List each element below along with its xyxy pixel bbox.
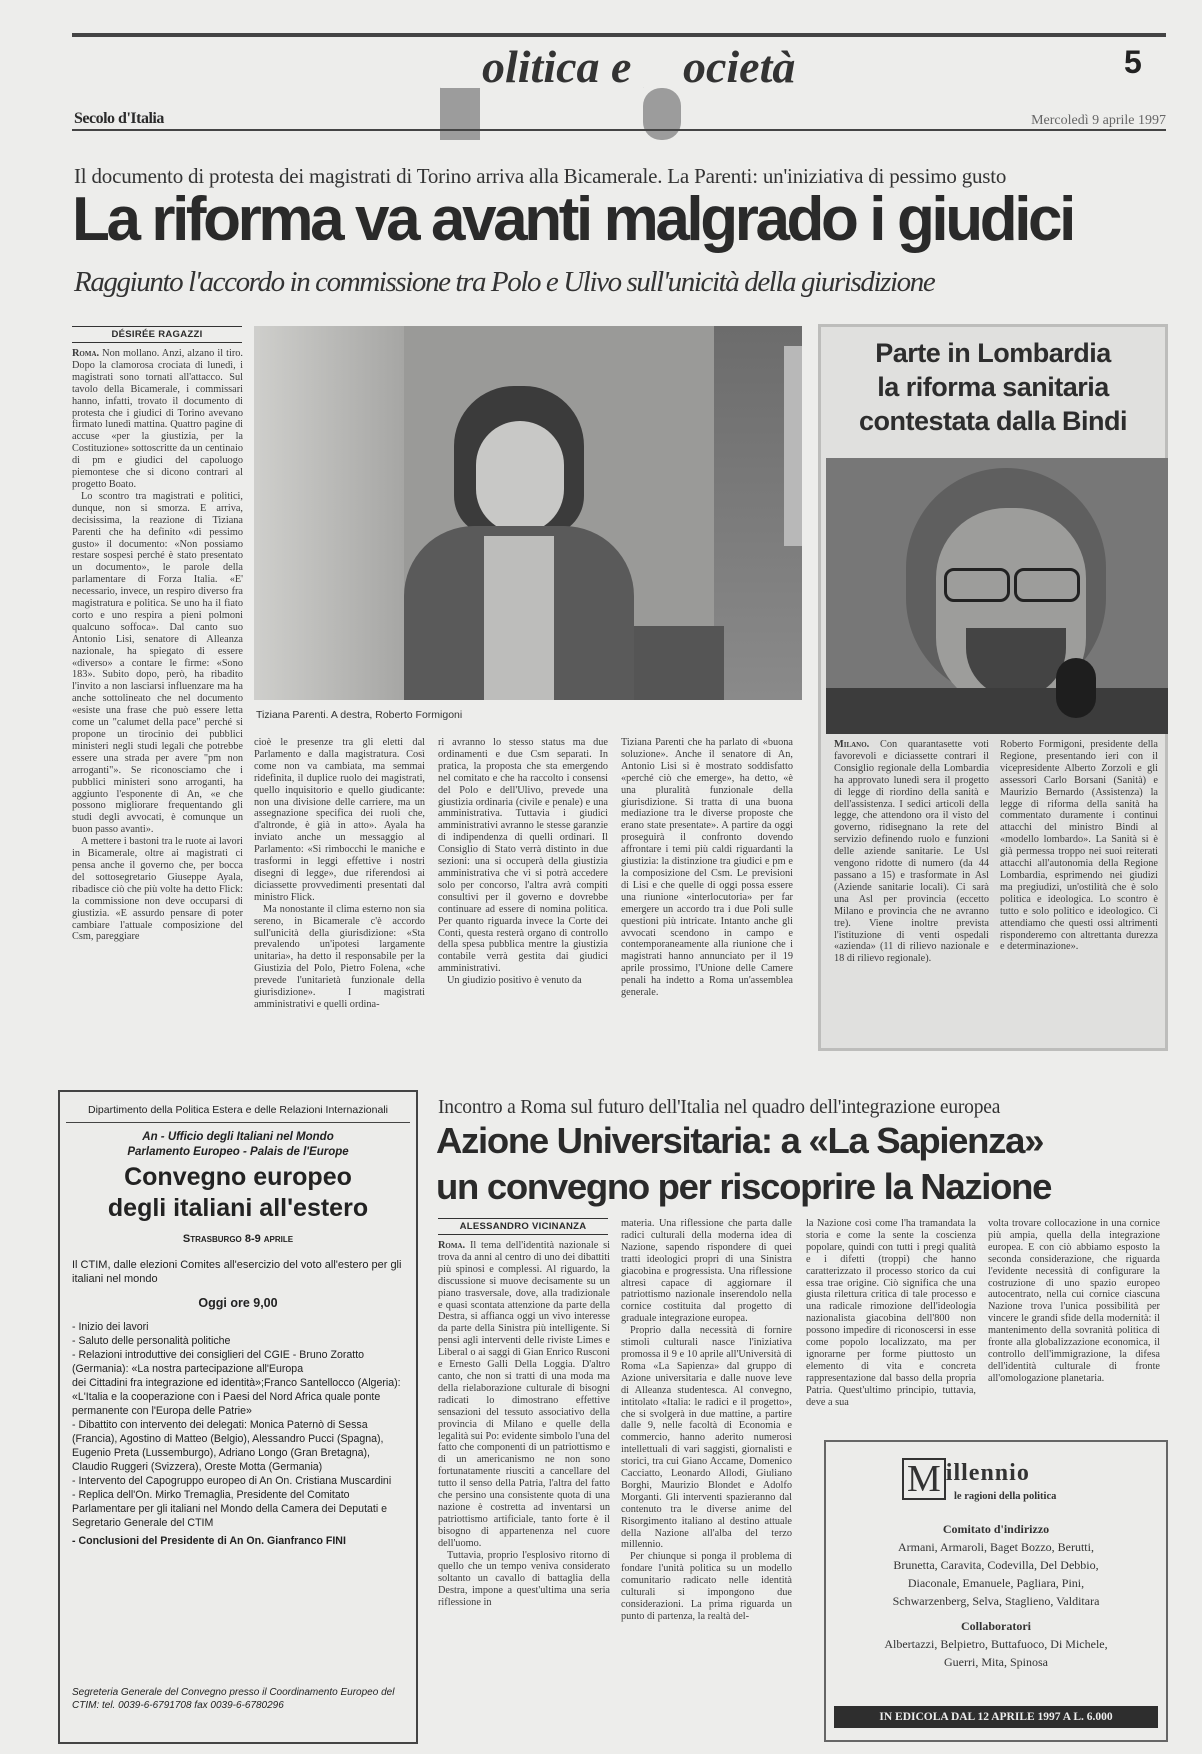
top-rule (72, 33, 1166, 37)
section-initial-p: P (440, 88, 480, 140)
paragraph (438, 1550, 610, 1610)
lead-col-4 (621, 737, 793, 1049)
ad-title (66, 1162, 410, 1224)
dateline: Milano. (834, 739, 870, 750)
program-item: - Dibattito con intervento dei delegati: Monica Paternò di Sessa (Francia), Agostino di Matteo (Belgio), Alessandro Pucci (Spagna), Eugenio Preta (Lussemburgo), Adriano Longo (Gran Bretagna), Claudio Ruggeri (Svizzera), Oreste Motta (Germania) (72, 1419, 384, 1473)
lead-byline: DÉSIRÉE RAGAZZI (72, 326, 242, 343)
page-number: 5 (1124, 44, 1142, 80)
paragraph (254, 737, 425, 904)
millennio-logo-text: illennio (945, 1460, 1030, 1486)
paragraph (988, 1218, 1160, 1385)
sidebar-headline-line-2: la riforma sanitaria (877, 372, 1109, 402)
paragraph (72, 491, 243, 836)
paragraph (806, 1218, 976, 1409)
paragraph (72, 836, 243, 943)
section-initial-s: S (643, 88, 681, 140)
collaborators-title: Collaboratori (961, 1619, 1031, 1633)
program-item: - Conclusioni del Presidente di An On. Gianfranco FINI (72, 1535, 346, 1547)
second-byline: ALESSANDRO VICINANZA (438, 1218, 608, 1235)
photo-caption: Tiziana Parenti. A destra, Roberto Formigoni (256, 709, 463, 721)
paragraph-text: Tiziana Parenti che ha parlato di «buona soluzione». Anche il senatore di An, Antonio Lisi si è mostrato soddisfatto «perché ciò che emerge», ha detto, «è una pluralità funzionale della giurisdizione. Si tratta di una buona mediazione tra le diverse proposte che erano state presentate». A partire da oggi proseguirà il confronto dovendo affrontare i temi più caldi riguardanti la giustizia: la distinzione tra giudici e pm e la composizione del Csm. Le previsioni di Lisi e che quelle di oggi possa essere una riunione «interlocutoria» per far emergere un accordo tra i due Poli sulle questioni più intricate. Intanto anche gli avvocati scendono in campo e contemporaneamente alla riunione che i magistrati hanno annunciato per il 19 aprile prossimo, l'Unione delle Camere penali ha indetto a Roma un'assemblea generale. (621, 737, 793, 999)
committee-line-4: Schwarzenberg, Selva, Staglieno, Valditara (892, 1594, 1100, 1608)
paragraph (621, 1325, 792, 1551)
millennio-tagline: le ragioni della politica (954, 1491, 1057, 1502)
paragraph (438, 975, 608, 987)
dateline: Roma. (438, 1240, 466, 1251)
sidebar-col-1 (834, 739, 989, 1039)
section-title (440, 40, 800, 108)
sidebar-headline (826, 336, 1160, 438)
paragraph (254, 904, 425, 1011)
formigoni-photo (826, 458, 1168, 734)
paragraph (1000, 739, 1158, 953)
ad-place-date: Strasburgo 8-9 aprile (182, 1233, 294, 1245)
dateline: Roma. (72, 348, 100, 359)
paragraph (438, 737, 608, 975)
lead-col-1 (72, 348, 243, 1048)
second-col-2 (621, 1218, 792, 1738)
millennio-logo-m: M (902, 1458, 946, 1500)
program-item: - Saluto delle personalità politiche (72, 1335, 231, 1347)
millennio-committee (834, 1520, 1158, 1610)
paragraph (834, 739, 989, 965)
program-item: - Intervento del Capogruppo europeo di An On. Cristiana Muscardini (72, 1475, 392, 1487)
sidebar-col-2 (1000, 739, 1158, 1039)
ad-org-line-2: Parlamento Europeo - Palais de l'Europe (127, 1146, 349, 1158)
committee-line-3: Diaconale, Emanuele, Pagliara, Pini, (907, 1576, 1085, 1590)
ad-org-line-1: An - Ufficio degli Italiani nel Mondo (142, 1131, 334, 1143)
paragraph (621, 1218, 792, 1325)
second-col-1 (438, 1240, 610, 1738)
program-item: - Replica dell'On. Mirko Tremaglia, Presidente del Comitato Parlamentare per gli italiani nel Mondo della Camera dei Deputati e Segretario Generale del CTIM (72, 1489, 388, 1529)
second-kicker: Incontro a Roma sul futuro dell'Italia nel quadro dell'integrazione europea (438, 1097, 1001, 1118)
paragraph-text: A mettere i bastoni tra le ruote ai lavori in Bicamerale, oltre ai magistrati ci pensa anche il governo che, per bocca del sottosegretario Giuseppe Ayala, ribadisce ciò che più volte ha detto Flick: la commissione non deve occuparsi di giustizia. «E assurdo pensare di poter cambiare l'attuale composizione del Csm, pareggiare (72, 836, 243, 943)
paragraph (621, 737, 793, 999)
lead-col-3 (438, 737, 608, 1049)
paragraph-text: materia. Una riflessione che parta dalle radici culturali della moderna idea di Nazione, sapendo rispondere di quei tratti ideologici propri di una Sinistra giacobina e progressista. Una riflessione altresì capace di aggiornare il patriottismo nazionale inserendolo nella cornice costituita dal progetto di graduale integrazione europea. (621, 1218, 792, 1325)
paragraph-text: la Nazione così come l'ha tramandata la storia e come la sente la coscienza popolare, quindi con tutti i pregi qualità e i difetti (troppi) che hanno caratterizzato il processo storico da cui essa trae origine. Ciò significa che una giusta rilettura critica di tale processo e una radicale rimozione dell'ideologia nazionalista giacobina dell'800 non possono impedire di riconoscersi in esse come popolo localizzato, ma per ignorarne per forme piuttosto un elemento di vita e concreta rappresentazione dal basso della propria Patria. Quest'ultimo principio, tuttavia, deve a sua (806, 1218, 976, 1408)
newspaper-name: Secolo d'Italia (74, 110, 164, 127)
sidebar-headline-line-1: Parte in Lombardia (875, 338, 1111, 368)
ad-time: Oggi ore 9,00 (198, 1296, 278, 1310)
millennio-banner: IN EDICOLA DAL 12 APRILE 1997 A L. 6.000 (834, 1706, 1158, 1728)
paragraph-text: Proprio dalla necessità di fornire stimoli culturali nasce l'iniziativa promossa il 9 e 10 aprile all'Università di Roma «La Sapienza» dal gruppo di Azione universitaria e dalle nuove leve di Alleanza studentesca. Al convegno, intitolato «Italia: le radici e il progetto», che si svolgerà in due mattine, a partire dalle 9, nelle facoltà di Economia e commercio, hanno aderito numerosi intellettuali di vari saggisti, giornalisti e storici, tra cui Giano Accame, Domenico Cacciatto, Leonardo Allodi, Giuliano Borghi, Maurizio Blondet e Adolfo Morganti. Gli interventi spazieranno dal contenuto tra le diverse anime del Risorgimento italiano al destino attuale della Nazione all'alba del terzo millennio. (621, 1325, 792, 1551)
section-text-2: ocietà (682, 41, 796, 92)
paragraph-text: Il tema dell'identità nazionale si trova da anni al centro di uno dei dibattiti più spinosi e complessi. Al riguardo, la discussione si muove decisamente su un piano trasversale, dove, alla tradizionale e quasi scontata attenzione da parte della Destra, si affianca oggi un vivo interesse da parte della Sinistra più intelligente. Si pensi agli interventi delle riviste Limes e Liberal o ai saggi di Gian Enrico Rusconi e Ernesto Galli Della Loggia. D'altro canto, che non si tratti di una moda ma della rielaborazione culturale di bisogni radicati lo dimostrano effettive sensazioni del tessuto associativo della provincia di Milano e quelle della legalità sui Po: evidente simbolo l'una del fatto che componenti di un patriottismo e di un americanismo ne non sono fortunatamente riusciti a cancellare del tutto il senso della Patria, l'altra del fatto che persino una consistente quota di una nazione è costretta ad inventarsi un patriottismo artificiale, tanto forte è il bisogno di appartenenza nel cuore dell'uomo. (438, 1240, 610, 1549)
paragraph-text: Per chiunque si ponga il problema di fondare l'unità politica su un modello comunitario radicato nelle identità culturali si impongono due considerazioni. La prima riguarda un punto di partenza, la realtà del- (621, 1551, 792, 1622)
ad-intro: Il CTIM, dalle elezioni Comites all'esercizio del voto all'estero per gli italiani nel mondo (72, 1259, 402, 1285)
second-col-4 (988, 1218, 1160, 1414)
paragraph-text: Lo scontro tra magistrati e politici, dunque, non si smorza. E arriva, decisissima, la reazione di Tiziana Parenti che ha definito «di pessimo gusto» il documento: «Non possiamo restare sospesi perché è stato presentato un documento», le parole della parlamentare di Forza Italia. «E' necessario, invece, un respiro diverso fra magistratura e politica. Se uno ha il fiato corto e uno respira a pieni polmoni qualcuno soffoca». Dal canto suo Antonio Lisi, senatore di Alleanza nazionale, ha spiegato di essere «diverso» a contare le firme: «Sono 183». Subito dopo, però, ha ribadito l'invito a non lasciarsi influenzare ma ha anche sottolineato che nel documento «esiste una frase che può essere letta come un "calumet della pace" perché si propone un tirocinio dei pubblici ministeri negli studi legali che potrebbe essere una strada per avere "pm non arroganti"». Se riconosciamo che i pubblici ministeri sono arroganti, ha aggiunto l'esponente di An, «e che possono migliorare frequentando gli studi degli avvocati, è comunque un buon passo avanti». (72, 490, 243, 836)
lead-headline: La riforma va avanti malgrado i giudici (72, 185, 1073, 254)
parenti-photo (254, 326, 802, 700)
lead-subheadline: Raggiunto l'accordo in commissione tra Polo e Ulivo sull'unicità della giurisdizione (74, 266, 935, 298)
committee-title: Comitato d'indirizzo (942, 1522, 1050, 1536)
masthead-rule (72, 129, 1166, 131)
paragraph-text: Roberto Formigoni, presidente della Regione, presentando ieri con il vicepresidente Alberto Zorzoli e gli assessori Carlo Borsani (Sanità) e Maurizio Bernardo (Assistenza) la legge di riforma della sanità ha commentato duramente i continui attacchi del ministro Bindi al «modello lombardo». La Sanità si è già permessa troppo nei suoi reiterati attacchi all'autonomia della Regione Lombardia, esprimendo nei giudizi ma pregiudizi, un'ostilità che è solo politica e ideologica. Lo scontro è tutto e solo politico e ideologico. Ci attendiamo che questi ossi altrimenti risponderemo con altrettanta durezza e determinazione». (1000, 739, 1158, 953)
issue-date: Mercoledì 9 aprile 1997 (1031, 113, 1166, 128)
committee-line-2: Brunetta, Caravita, Codevilla, Del Debbio, (893, 1558, 1099, 1572)
paragraph-text: Ma nonostante il clima esterno non sia sereno, in Bicamerale c'è accordo sull'unicità della giurisdizione: «Sta prevalendo un'ipotesi largamente unitaria», ha detto il responsabile per la Giustizia del Polo, Pietro Folena, «che prevede l'unitarietà funzionale della giurisdizione». I magistrati amministrativi e quelli ordina- (254, 903, 425, 1010)
ad-title-line-1: Convegno europeo (124, 1163, 352, 1191)
collaborators-line-1: Albertazzi, Belpietro, Buttafuoco, Di Michele, (884, 1637, 1108, 1651)
paragraph-text: Con quarantasette voti favorevoli e diciassette contrari il Consiglio regionale della Lombardia ha approvato lunedì sera il progetto di legge di riordino della sanità e dell'assistenza. I sedici articoli della legge, che attendono ora il visto del governo, ridisegnano la rete del servizio definendo ruolo e funzioni delle aziende sanitarie. Le Usl vengono ridotte di numero (da 44 passano a 15) e trasformate in Asl (Aziende sanitarie locali). Ci sarà una Asl per provincia (eccetto Milano e provincia che ne avranno tre). Viene inoltre prevista l'istituzione di venti ospedali «azienda» (11 di rilievo nazionale e 18 di rilievo regionale). (834, 739, 989, 965)
program-item: dei Cittadini fra integrazione ed identità»;Franco Santellocco (Algeria): «L'Italia e la cooperazione con i Paesi del Nord Africa quale ponte permanente con l'Europa delle Patrie» (72, 1377, 401, 1417)
program-item: - Relazioni introduttive dei consiglieri del CGIE - Bruno Zoratto (Germania): «La nostra partecipazione all'Europa (72, 1349, 365, 1375)
second-headline (436, 1118, 1176, 1210)
lead-col-2 (254, 737, 425, 1049)
section-text-1: olitica e (482, 41, 643, 92)
paragraph (438, 1240, 610, 1550)
collaborators-line-2: Guerri, Mita, Spinosa (944, 1655, 1048, 1669)
millennio-collaborators (834, 1617, 1158, 1671)
ad-footer: Segreteria Generale del Convegno presso il Coordinamento Europeo del CTIM: tel. 0039-6-6791708 fax 0039-6-6780296 (72, 1687, 395, 1711)
paragraph-text: Un giudizio positivo è venuto da (447, 975, 582, 987)
second-headline-line-2: un convegno per riscoprire la Nazione (436, 1166, 1052, 1207)
ad-title-line-2: degli italiani all'estero (107, 1194, 369, 1222)
second-col-3 (806, 1218, 976, 1414)
paragraph-text: volta trovare collocazione in una cornice più ampia, quella della integrazione europea. E con ciò abbiamo esposto la seconda considerazione, che riguarda l'evidente necessità di configurare la costruzione di uno spazio europeo autocentrato, nella cui cornice ciascuna Nazione trova l'unica possibilità per vincere le grandi sfide della modernità: il mantenimento della sovranità politica di fronte alla globalizzazione economica, il controllo dell'immigrazione, la difesa dell'identità culturale di fronte all'omologazione planetaria. (988, 1218, 1160, 1384)
paragraph (621, 1551, 792, 1622)
lead-kicker: Il documento di protesta dei magistrati di Torino arriva alla Bicamerale. La Parenti: un'iniziativa di pessimo gusto (74, 164, 1007, 188)
paragraph-text: ri avranno lo stesso status ma due ordinamenti e due Csm separati. In pratica, la proposta che sta emergendo nel comitato e che ha raccolto i consensi del Polo e dell'Ulivo, prevede una giustizia ordinaria (civile e penale) e una amministrativa. Tuttavia i giudici amministrativi avranno le stesse garanzie di indipendenza di quelli ordinari. Il Consiglio di Stato verrà distinto in due sezioni: una si occuperà della giustizia amministrativa che vi si potrà accedere solo per concorso, l'altra avrà compiti consultivi per il governo e dovrebbe continuare ad essere di nomina politica. Per quanto riguarda invece la Corte dei Conti, questa resterà organo di controllo della spesa pubblica mentre la giustizia contabile verrà gestita dai giudici amministrativi. (438, 737, 608, 975)
program-item: - Inizio dei lavori (72, 1321, 149, 1333)
paragraph (72, 348, 243, 491)
ad-rule-1 (66, 1122, 410, 1123)
second-headline-line-1: Azione Universitaria: a «La Sapienza» (436, 1120, 1044, 1161)
ad-organizers (66, 1130, 410, 1160)
sidebar-headline-line-3: contestata dalla Bindi (858, 406, 1128, 436)
ad-program (72, 1320, 404, 1548)
ad-department: Dipartimento della Politica Estera e delle Relazioni Internazionali (88, 1104, 388, 1116)
committee-line-1: Armani, Armaroli, Baget Bozzo, Berutti, (898, 1540, 1094, 1554)
paragraph-text: Non mollano. Anzi, alzano il tiro. Dopo la clamorosa crociata di lunedì, i magistrati sono tornati all'attacco. Sul tavolo della Bicamerale, i commissari hanno, infatti, trovato il documento di protesta che i giudici di Torino avevano firmato lunedì mattina. Quattro pagine di accuse «per la giustizia, per la Costituzione» sottoscritte da un centinaio di pm e giudici del capoluogo piemontese che si dicono contrari al progetto Boato. (72, 348, 243, 490)
paragraph-text: Tuttavia, proprio l'esplosivo ritorno di quello che un tempo veniva considerato soltanto un cavallo di battaglia della Destra, impone a quest'ultima una seria riflessione in (438, 1549, 610, 1609)
paragraph-text: cioè le presenze tra gli eletti dal Parlamento e dalla magistratura. Così come non va cambiata, ma semmai ridefinita, il duplice ruolo dei magistrati, quello inquisitorio e quello giudicante: non una divisione delle carriere, ma un assegnazione specifica dei ruoli che, d'altronde, è già in atto». Ayala ha inviato anche un messaggio al Parlamento: «Si rimbocchi le maniche e trasformi in leggi effettive i nostri disegni di legge», due riferendosi ai diciassette provvedimenti presentati dal ministro Flick. (254, 737, 425, 903)
